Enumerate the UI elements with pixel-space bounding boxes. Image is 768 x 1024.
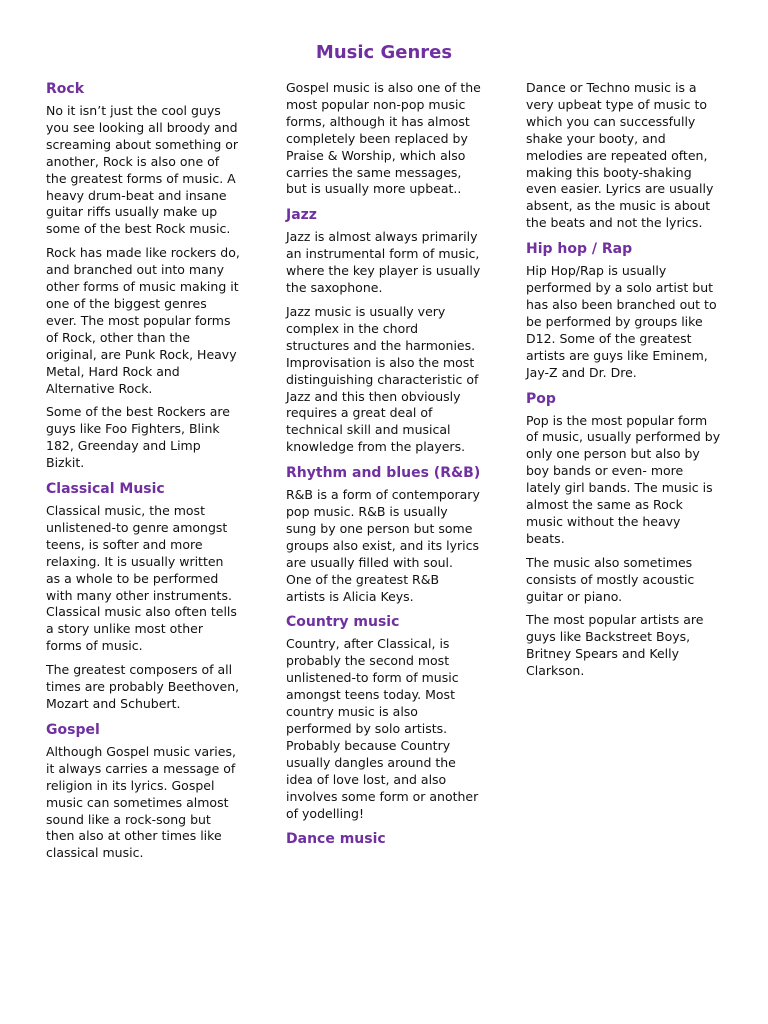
paragraph: The greatest composers of all times are probably Beethoven, Mozart and Schubert. <box>46 662 240 711</box>
paragraph: Although Gospel music varies, it always carries a message of religion in its lyrics. Gospel music can sometimes almost sound like a rock-song but then also at other times like classical music. <box>46 743 236 861</box>
paragraph: Hip Hop/Rap is usually performed by a solo artist but has also been branched out to be performed by groups like D12. Some of the greatest artists are guys like Eminem, Jay-Z and Dr. Dre. <box>526 263 717 380</box>
section-heading-dance-music: Dance music <box>286 831 386 848</box>
section-heading-classical-music: Classical Music <box>46 481 165 498</box>
section-heading-jazz: Jazz <box>286 207 317 224</box>
paragraph: Some of the best Rockers are guys like Foo Fighters, Blink 182, Greenday and Limp Bizkit. <box>46 404 230 471</box>
section-hip-hop-rap <box>526 240 721 381</box>
section-rock <box>46 80 241 472</box>
column-2 <box>286 80 481 856</box>
paragraph: Gospel music is also one of the most popular non-pop music forms, although it has almost completely been replaced by Praise & Worship, which also carries the same messages, but is usually more upbeat.. <box>286 80 481 197</box>
section-classical-music <box>46 480 241 713</box>
section-heading-hip-hop-rap: Hip hop / Rap <box>526 241 633 258</box>
section-heading-pop: Pop <box>526 390 556 407</box>
page-title: Music Genres <box>315 42 453 63</box>
section-jazz <box>286 206 481 456</box>
section-rhythm-and-blues <box>286 464 481 605</box>
section-country-music <box>286 613 481 822</box>
column-1 <box>46 80 241 870</box>
paragraph: The music also sometimes consists of mostly acoustic guitar or piano. <box>526 554 695 604</box>
paragraph: Country, after Classical, is probably the second most unlistened-to form of music amongst teens today. Most country music is also performed by solo artists. Probably because Country usually dangles around the idea of love lost, and also involves some form or another of yodelling! <box>286 636 479 821</box>
paragraph: Jazz music is usually very complex in the chord structures and the harmonies. Improvisation is also the most distinguishing characteristic of Jazz and this then obviously requires a great deal of technical skill and musical knowledge from the players. <box>286 303 479 455</box>
paragraph: Classical music, the most unlistened-to genre amongst teens, is softer and more relaxing. It is usually written as a whole to be performed with many other instruments. Classical music also often tells a story unlike most other forms of music. <box>46 503 237 654</box>
paragraph: No it isn’t just the cool guys you see looking all broody and screaming about something or another, Rock is also one of the greatest forms of music. A heavy drum-beat and insane guitar riffs usually make up some of the best Rock music. <box>46 103 239 237</box>
section-heading-country-music: Country music <box>286 614 400 631</box>
section-gospel <box>46 721 241 862</box>
section-heading-rock: Rock <box>46 81 85 97</box>
section-heading-rhythm-and-blues: Rhythm and blues (R&B) <box>286 465 481 482</box>
paragraph: Dance or Techno music is a very upbeat type of music to which you can successfully shake your booty, and melodies are repeated often, making this booty-shaking even easier. Lyrics are usually absent, as the music is about the beats and not the lyrics. <box>526 80 714 231</box>
section-heading-gospel: Gospel <box>46 721 100 738</box>
section-pop <box>526 390 721 681</box>
section-gospel-continued <box>286 80 481 198</box>
paragraph: R&B is a form of contemporary pop music. R&B is usually sung by one person but some groups also exist, and its lyrics are usually filled with soul. One of the greatest R&B artists is Alicia Keys. <box>286 487 480 604</box>
section-dance-music <box>286 830 481 848</box>
paragraph: Rock has made like rockers do, and branched out into many other forms of music making it one of the biggest genres ever. The most popular forms of Rock, other than the original, are Punk Rock, Heavy Metal, Hard Rock and Alternative Rock. <box>46 245 240 396</box>
paragraph: Jazz is almost always primarily an instrumental form of music, where the key player is usually the saxophone. <box>286 229 481 296</box>
paragraph: Pop is the most popular form of music, usually performed by only one person but also by boy bands or even- more lately girl bands. The music is almost the same as Rock music without the heavy beats. <box>526 412 721 546</box>
section-dance-music-continued <box>526 80 721 232</box>
paragraph: The most popular artists are guys like Backstreet Boys, Britney Spears and Kelly Clarkson. <box>526 612 704 679</box>
column-3 <box>526 80 721 688</box>
